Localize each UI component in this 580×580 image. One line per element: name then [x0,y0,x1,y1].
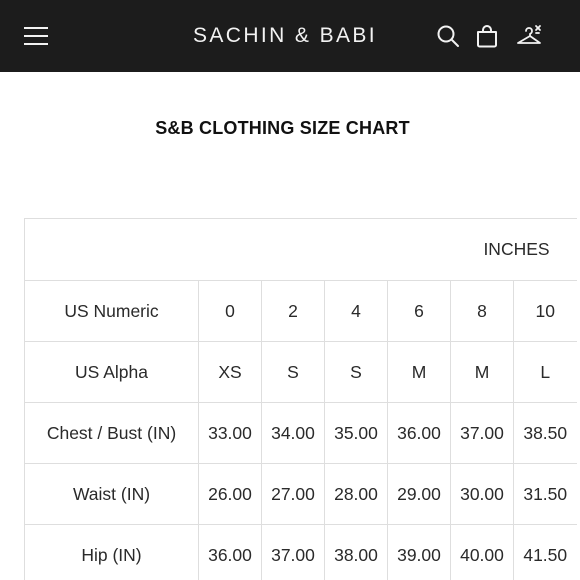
table-cell: 10 [514,281,577,342]
table-cell: 30.00 [451,464,514,525]
table-cell: 27.00 [262,464,325,525]
row-label: Chest / Bust (IN) [25,403,199,464]
table-cell: 28.00 [325,464,388,525]
table-cell: 0 [199,281,262,342]
table-row [25,342,577,403]
table-cell: M [451,342,514,403]
row-label: US Alpha [25,342,199,403]
table-cell: 31.50 [514,464,577,525]
size-chart-body [25,219,577,580]
search-icon[interactable] [434,22,462,50]
table-cell: 33.00 [199,403,262,464]
table-cell: 34.00 [262,403,325,464]
table-cell: 29.00 [388,464,451,525]
table-cell: 4 [325,281,388,342]
shopping-bag-icon[interactable] [473,22,501,50]
row-label: US Numeric [25,281,199,342]
table-cell: 36.00 [199,525,262,580]
table-cell: 40.00 [451,525,514,580]
brand-logo-link[interactable]: SACHIN & BABI [192,24,378,47]
units-label: INCHES [483,239,550,259]
top-navigation-bar [0,0,580,72]
table-row [25,464,577,525]
table-row [25,525,577,580]
table-cell: 26.00 [199,464,262,525]
table-cell: 37.00 [451,403,514,464]
units-header-row [25,219,577,281]
table-cell: S [325,342,388,403]
table-row [25,403,577,464]
table-cell: XS [199,342,262,403]
row-label: Hip (IN) [25,525,199,580]
table-cell: 38.00 [325,525,388,580]
menu-icon-line [24,43,48,45]
table-cell: S [262,342,325,403]
menu-icon-line [24,35,48,37]
table-cell: 35.00 [325,403,388,464]
table-cell: 37.00 [262,525,325,580]
table-cell: 36.00 [388,403,451,464]
row-label: Waist (IN) [25,464,199,525]
table-cell: 6 [388,281,451,342]
table-cell: M [388,342,451,403]
table-cell: L [514,342,577,403]
table-cell: 39.00 [388,525,451,580]
table-cell: 8 [451,281,514,342]
page-title: S&B CLOTHING SIZE CHART [155,118,410,138]
units-header-cell [25,219,577,281]
table-cell: 2 [262,281,325,342]
menu-icon[interactable] [22,24,50,48]
menu-icon-line [24,27,48,29]
table-cell: 41.50 [514,525,577,580]
size-chart-table [24,218,577,580]
table-row [25,281,577,342]
hanger-icon[interactable] [515,22,543,50]
table-cell: 38.50 [514,403,577,464]
